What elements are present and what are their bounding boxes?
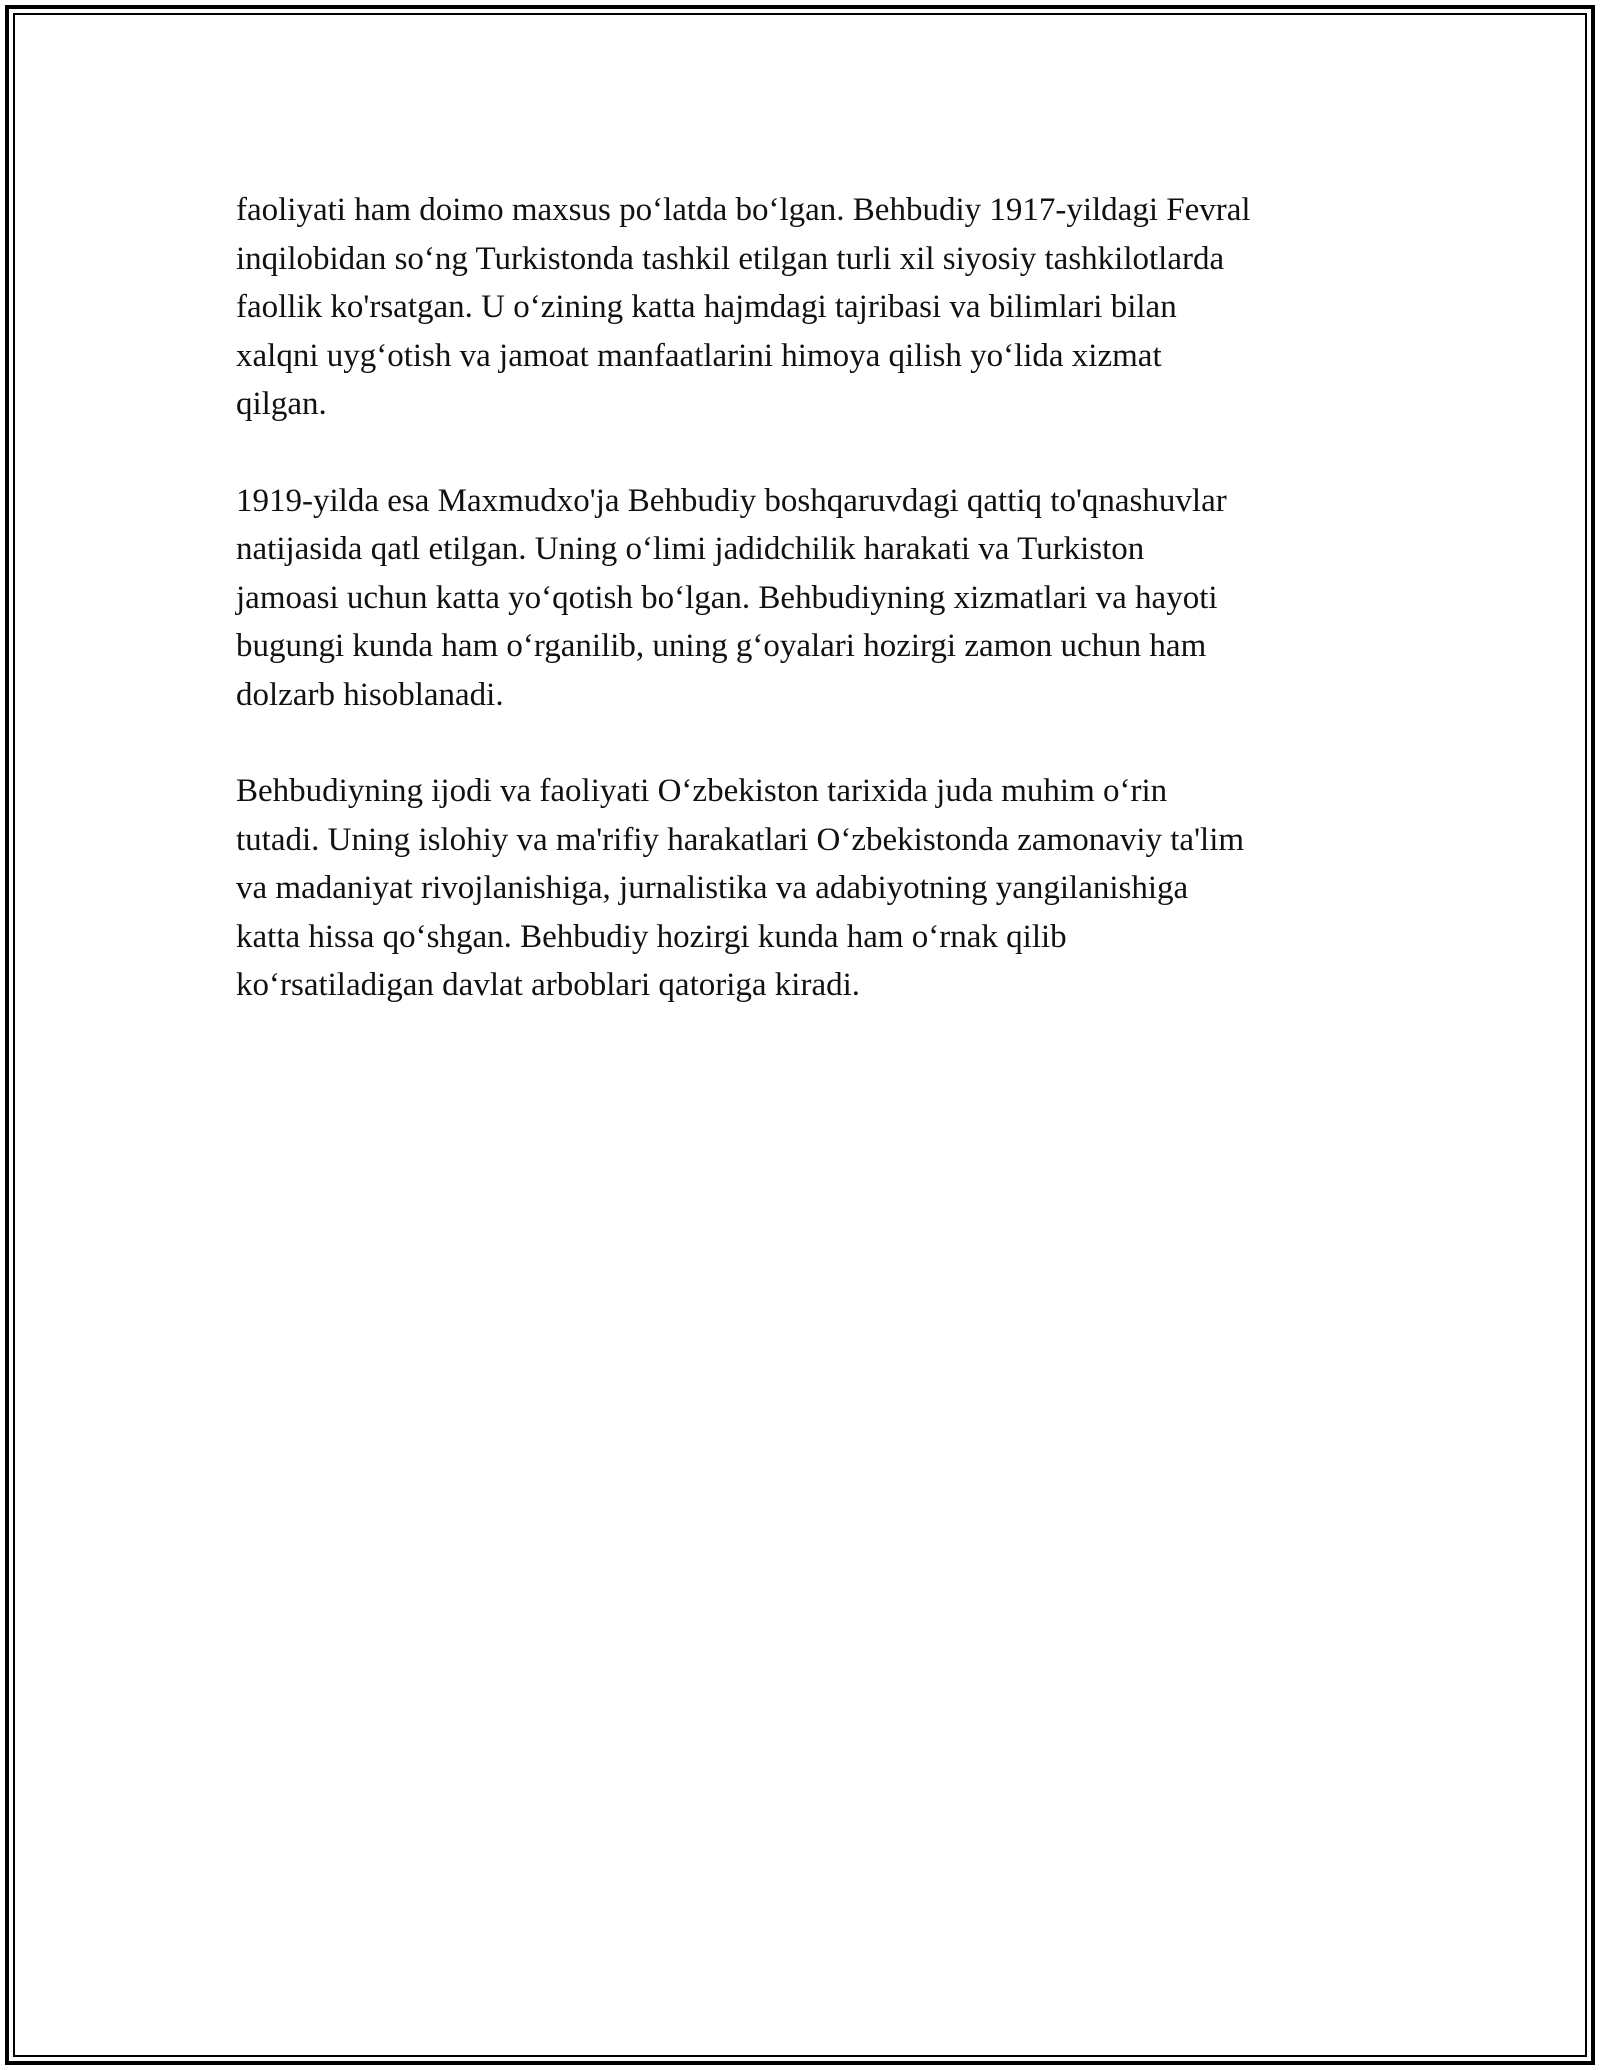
text-line: faollik ko'rsatgan. U o‘zining katta hajmdagi tajribasi va bilimlari bilan: [236, 289, 1177, 325]
text-line: faoliyati ham doimo maxsus po‘latda bo‘lgan. Behbudiy 1917-yildagi Fevral: [236, 192, 1251, 228]
paragraph-3: [236, 767, 1366, 1010]
text-line: dolzarb hisoblanadi.: [236, 676, 504, 713]
text-line: tutadi. Uning islohiy va ma'rifiy harakatlari O‘zbekistonda zamonaviy ta'lim: [236, 821, 1245, 858]
text-line: Behbudiyning ijodi va faoliyati O‘zbekiston tarixida juda muhim o‘rin: [236, 773, 1168, 809]
text-line: inqilobidan so‘ng Turkistonda tashkil etilgan turli xil siyosiy tashkilotlarda: [236, 240, 1225, 277]
text-line: va madaniyat rivojlanishiga, jurnalistika va adabiyotning yangilanishiga: [236, 870, 1189, 906]
text-line: xalqni uyg‘otish va jamoat manfaatlarini himoya qilish yo‘lida xizmat: [236, 337, 1162, 374]
paragraph-1: [236, 186, 1366, 429]
document-body: [236, 186, 1366, 1058]
text-line: jamoasi uchun katta yo‘qotish bo‘lgan. Behbudiyning xizmatlari va hayoti: [236, 579, 1218, 616]
text-line: natijasida qatl etilgan. Uning o‘limi jadidchilik harakati va Turkiston: [236, 531, 1145, 567]
text-line: ko‘rsatiladigan davlat arboblari qatoriga kiradi.: [236, 967, 861, 1003]
text-line: katta hissa qo‘shgan. Behbudiy hozirgi kunda ham o‘rnak qilib: [236, 918, 1067, 955]
paragraph-2: [236, 477, 1366, 720]
text-line: qilgan.: [236, 386, 327, 422]
text-line: 1919-yilda esa Maxmudxo'ja Behbudiy boshqaruvdagi qattiq to'qnashuvlar: [236, 482, 1227, 519]
text-line: bugungi kunda ham o‘rganilib, uning g‘oyalari hozirgi zamon uchun ham: [236, 628, 1207, 664]
